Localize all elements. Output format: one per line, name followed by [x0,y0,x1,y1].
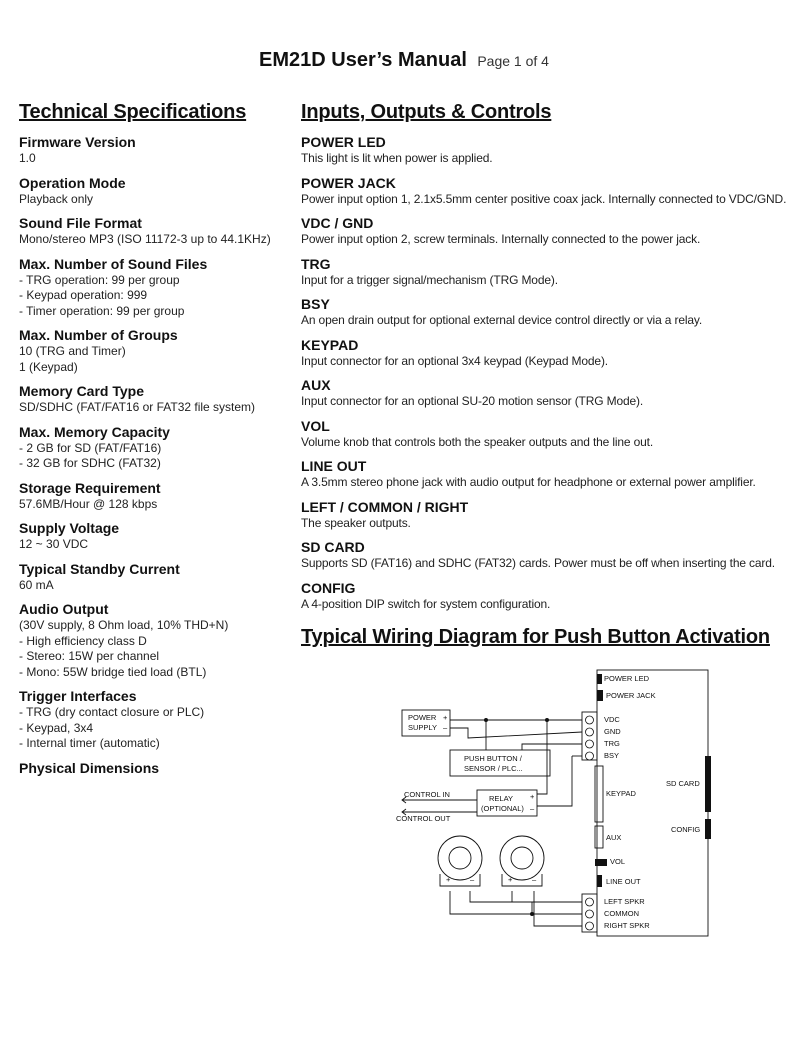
diagram-label-line2: SENSOR / PLC... [464,764,523,773]
spec-title: Audio Output [19,601,109,617]
io-item [301,255,801,289]
wire-relay-minus [537,756,572,806]
speaker-left-outer [438,836,482,880]
spec-value: - Keypad operation: 999 [19,288,148,302]
io-description: Supports SD (FAT16) and SDHC (FAT32) cards. Power must be off when inserting the card. [301,556,775,570]
technical-specifications-column [19,101,291,784]
io-name: LINE OUT [301,458,367,474]
screw-right [586,922,594,930]
spec-item [19,479,291,513]
io-name: POWER JACK [301,174,396,191]
spec-title: Firmware Version [19,134,136,150]
diagram-label-minus: – [530,804,535,813]
screw-terminals [586,716,594,930]
io-description: Power input option 2, screw terminals. Internally connected to the power jack. [301,232,701,246]
spec-title: Storage Requirement [19,479,161,496]
io-name: VDC / GND [301,215,374,231]
io-description: An open drain output for optional external device control directly or via a relay. [301,313,703,327]
io-list [301,133,801,612]
specifications-list [19,133,291,777]
spec-value: - 32 GB for SDHC (FAT32) [19,456,161,470]
spec-title: Supply Voltage [19,520,120,536]
io-name: BSY [301,296,330,312]
wire-spk2-minus [534,891,582,926]
wiring-diagram-heading: Typical Wiring Diagram for Push Button Activation [301,626,770,648]
spec-value: SD/SDHC (FAT/FAT16 or FAT32 file system) [19,400,256,414]
diagram-label-aux: AUX [606,833,622,842]
screw-vdc [586,716,594,724]
spec-title: Sound File Format [19,215,142,231]
io-description: Volume knob that controls both the speaker outputs and the line out. [301,434,654,449]
io-name: TRG [301,255,331,272]
io-description: Power input option 1, 2.1x5.5mm center positive coax jack. Internally connected to VDC/GND. [301,191,787,206]
spec-value: - Internal timer (automatic) [19,736,160,750]
spec-value: - 2 GB for SD (FAT/FAT16) [19,440,162,455]
io-item [301,538,801,572]
wire-spk1-minus [470,891,582,902]
wire-trg [522,744,582,750]
io-name: LEFT / COMMON / RIGHT [301,498,469,515]
diagram-label-bsy: BSY [604,751,620,760]
vol-knob-component [595,859,607,866]
spec-title: Max. Memory Capacity [19,423,170,440]
io-name: AUX [301,377,331,393]
diagram-label-control-out: CONTROL OUT [396,814,451,823]
config-switch [705,819,711,839]
spec-value: - TRG operation: 99 per group [19,272,180,287]
spec-item [19,214,291,248]
speaker-left-inner [449,847,471,869]
spec-value: 60 mA [19,577,54,592]
spec-value: - Keypad, 3x4 [19,720,94,735]
screw-gnd [586,728,594,736]
diagram-label-power-led: POWER LED [604,674,650,683]
diagram-label-vol: VOL [610,857,626,866]
inputs-outputs-heading: Inputs, Outputs & Controls [301,101,552,123]
io-description: Input connector for an optional 3x4 keypad (Keypad Mode). [301,353,608,368]
spec-value: 12 ~ 30 VDC [19,537,89,551]
diagram-label-line1: RELAY [489,794,514,803]
power-jack-component [597,690,603,701]
spec-value: - TRG (dry contact closure or PLC) [19,705,205,719]
document-title: EM21D User’s Manual [259,49,467,71]
spec-item [19,255,291,320]
wire-gnd [450,728,582,738]
diagram-label-line2: (OPTIONAL) [481,804,524,813]
line-out-component [597,875,602,887]
keypad-connector [595,766,603,822]
io-description: Input for a trigger signal/mechanism (TRG Mode). [301,272,558,287]
wiring-diagram-svg [392,666,712,942]
io-item [301,457,801,491]
io-item [301,579,801,613]
spec-value: - High efficiency class D [19,633,147,648]
page-number: Page 1 of 4 [477,53,549,69]
spec-value: 57.6MB/Hour @ 128 kbps [19,496,158,511]
diagram-label-spk-plus: + [446,875,451,884]
spec-value: (30V supply, 8 Ohm load, 10% THD+N) [19,618,229,632]
spec-title: Typical Standby Current [19,560,180,577]
diagram-label-trg: TRG [604,739,620,748]
diagram-label-plus: + [530,792,535,801]
io-item [301,498,801,532]
io-item [301,336,801,370]
spec-item [19,687,291,752]
wiring-diagram [392,666,712,942]
screw-bsy [586,752,594,760]
aux-connector [595,826,603,848]
io-description: Input connector for an optional SU-20 motion sensor (TRG Mode). [301,394,644,408]
io-description: This light is lit when power is applied. [301,151,493,165]
spec-value: Playback only [19,191,94,206]
diagram-label-power-jack: POWER JACK [606,691,656,700]
spec-item [19,423,291,472]
diagram-label-minus: – [443,723,448,732]
spec-item [19,560,291,594]
spec-value: - Timer operation: 99 per group [19,303,185,318]
spec-item [19,133,291,167]
diagram-label-keypad: KEYPAD [606,789,636,798]
diagram-label-config: CONFIG [671,825,701,834]
technical-specifications-heading: Technical Specifications [19,101,247,123]
diagram-label-common: COMMON [604,909,639,918]
diagram-label-spk-minus: – [532,875,537,884]
spec-value: - Stereo: 15W per channel [19,649,160,663]
diagram-label-line2: SUPPLY [408,723,438,732]
io-item [301,133,801,167]
spec-item [19,382,291,416]
io-name: VOL [301,417,330,434]
diagram-label-line-out: LINE OUT [606,877,641,886]
diagram-label-spk-minus: – [470,875,475,884]
spec-title: Operation Mode [19,174,126,191]
diagram-label-vdc: VDC [604,715,620,724]
io-item [301,417,801,451]
spec-item [19,759,291,777]
spec-title: Memory Card Type [19,383,144,399]
spec-title: Physical Dimensions [19,759,160,776]
io-item [301,376,801,410]
io-item [301,214,801,248]
diagram-label-line1: PUSH BUTTON / [464,754,522,763]
io-name: KEYPAD [301,336,359,353]
diagram-label-right-spkr: RIGHT SPKR [604,921,650,930]
spec-item [19,600,291,680]
diagram-label-plus: + [443,713,448,722]
spec-value: Mono/stereo MP3 (ISO 11172-3 up to 44.1KHz) [19,232,271,246]
diagram-label-control-in: CONTROL IN [404,790,450,799]
speaker-right-outer [500,836,544,880]
spec-item [19,326,291,375]
page-header [0,49,808,72]
inputs-outputs-column [301,101,801,658]
speaker-right-inner [511,847,533,869]
diagram-label-left-spkr: LEFT SPKR [604,897,645,906]
io-item [301,174,801,208]
spec-item [19,174,291,208]
spec-title: Trigger Interfaces [19,688,137,704]
io-name: SD CARD [301,539,365,555]
sd-card-slot [705,756,711,812]
spec-title: Max. Number of Groups [19,327,178,343]
screw-trg [586,740,594,748]
spec-value: - Mono: 55W bridge tied load (BTL) [19,664,207,679]
io-name: POWER LED [301,134,386,150]
io-description: The speaker outputs. [301,515,411,530]
power-led-component [597,674,602,684]
spec-value: 10 (TRG and Timer) [19,344,126,358]
diagram-label-sd-card: SD CARD [666,779,700,788]
diagram-label-line1: POWER [408,713,437,722]
spec-value: 1 (Keypad) [19,359,78,374]
spec-title: Max. Number of Sound Files [19,255,208,272]
io-description: A 3.5mm stereo phone jack with audio output for headphone or external power amplifier. [301,475,756,489]
io-item [301,295,801,329]
screw-left [586,898,594,906]
spec-item [19,519,291,553]
screw-common [586,910,594,918]
io-name: CONFIG [301,579,356,596]
spec-value: 1.0 [19,151,36,165]
wire-relay-plus [537,720,547,794]
diagram-label-gnd: GND [604,727,621,736]
diagram-label-spk-plus: + [508,875,513,884]
io-description: A 4-position DIP switch for system configuration. [301,596,551,611]
